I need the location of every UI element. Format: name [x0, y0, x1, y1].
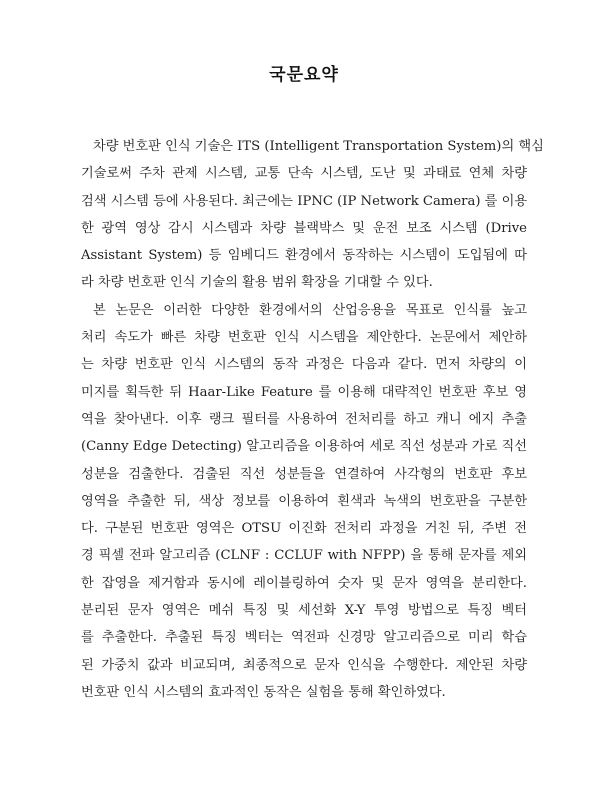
text-line: 는 차량 번호판 인식 시스템의 동작 과정은 다음과 같다. 먼저 차량의 이: [81, 357, 527, 373]
text-line: 라 차량 번호판 인식 기술의 활용 범위 확장을 기대할 수 있다.: [81, 275, 433, 291]
text-line: 검색 시스템 등에 사용된다. 최근에는 IPNC (IP Network Camera) 를 이용: [81, 193, 528, 209]
text-line: 를 추출한다. 추출된 특징 벡터는 역전파 신경망 알고리즘으로 미리 학습: [81, 630, 527, 646]
paragraph-1: [81, 133, 544, 297]
text-line: 처리 속도가 빠른 차량 번호판 인식 시스템을 제안한다. 논문에서 제안하: [81, 330, 527, 346]
text-line: 다. 구분된 번호판 영역은 OTSU 이진화 전처리 과정을 거친 뒤, 주변 전: [81, 521, 527, 537]
text-line: 번호판 인식 시스템의 효과적인 동작은 실험을 통해 확인하였다.: [81, 684, 446, 700]
text-line: 한 광역 영상 감시 시스템과 차량 블랙박스 및 운전 보조 시스템 (Drive: [81, 220, 527, 236]
text-line: 기술로써 주차 관제 시스템, 교통 단속 시스템, 도난 및 과태료 연체 차량: [81, 166, 527, 182]
text-line: 된 가중치 값과 비교되며, 최종적으로 문자 인식을 수행한다. 제안된 차량: [81, 657, 527, 673]
text-line: 역을 찾아낸다. 이후 랭크 필터를 사용하여 전처리를 하고 캐니 에지 추출: [81, 411, 527, 427]
text-line: 한 잡영을 제거함과 동시에 레이블링하여 숫자 및 문자 영역을 분리한다.: [81, 575, 527, 591]
text-line: 차량 번호판 인식 기술은 ITS (Intelligent Transportation System)의 핵심: [93, 139, 544, 154]
text-line: 미지를 획득한 뒤 Haar-Like Feature 를 이용해 대략적인 번호판 후보 영: [81, 384, 527, 400]
paragraph-2: [81, 297, 527, 706]
text-line: 성분을 검출한다. 검출된 직선 성분들을 연결하여 사각형의 번호판 후보: [81, 466, 527, 482]
text-line: Assistant System) 등 임베디드 환경에서 동작하는 시스템이 도입됨에 따: [81, 248, 527, 264]
text-line: (Canny Edge Detecting) 알고리즘을 이용하여 세로 직선 성분과 가로 직선: [81, 439, 527, 455]
text-line: 경 픽셀 전파 알고리즘 (CLNF : CCLUF with NFPP) 을 통해 문자를 제외: [81, 548, 527, 564]
text-line: 분리된 문자 영역은 메쉬 특징 및 세선화 X-Y 투영 방법으로 특징 벡터: [81, 603, 527, 619]
abstract-body: [81, 133, 544, 706]
page-title: 국문요약: [269, 65, 339, 85]
text-line: 영역을 추출한 뒤, 색상 정보를 이용하여 흰색과 녹색의 번호판을 구분한: [81, 493, 527, 509]
text-line: 본 논문은 이러한 다양한 환경에서의 산업응용을 목표로 인식률 높고: [93, 302, 527, 318]
